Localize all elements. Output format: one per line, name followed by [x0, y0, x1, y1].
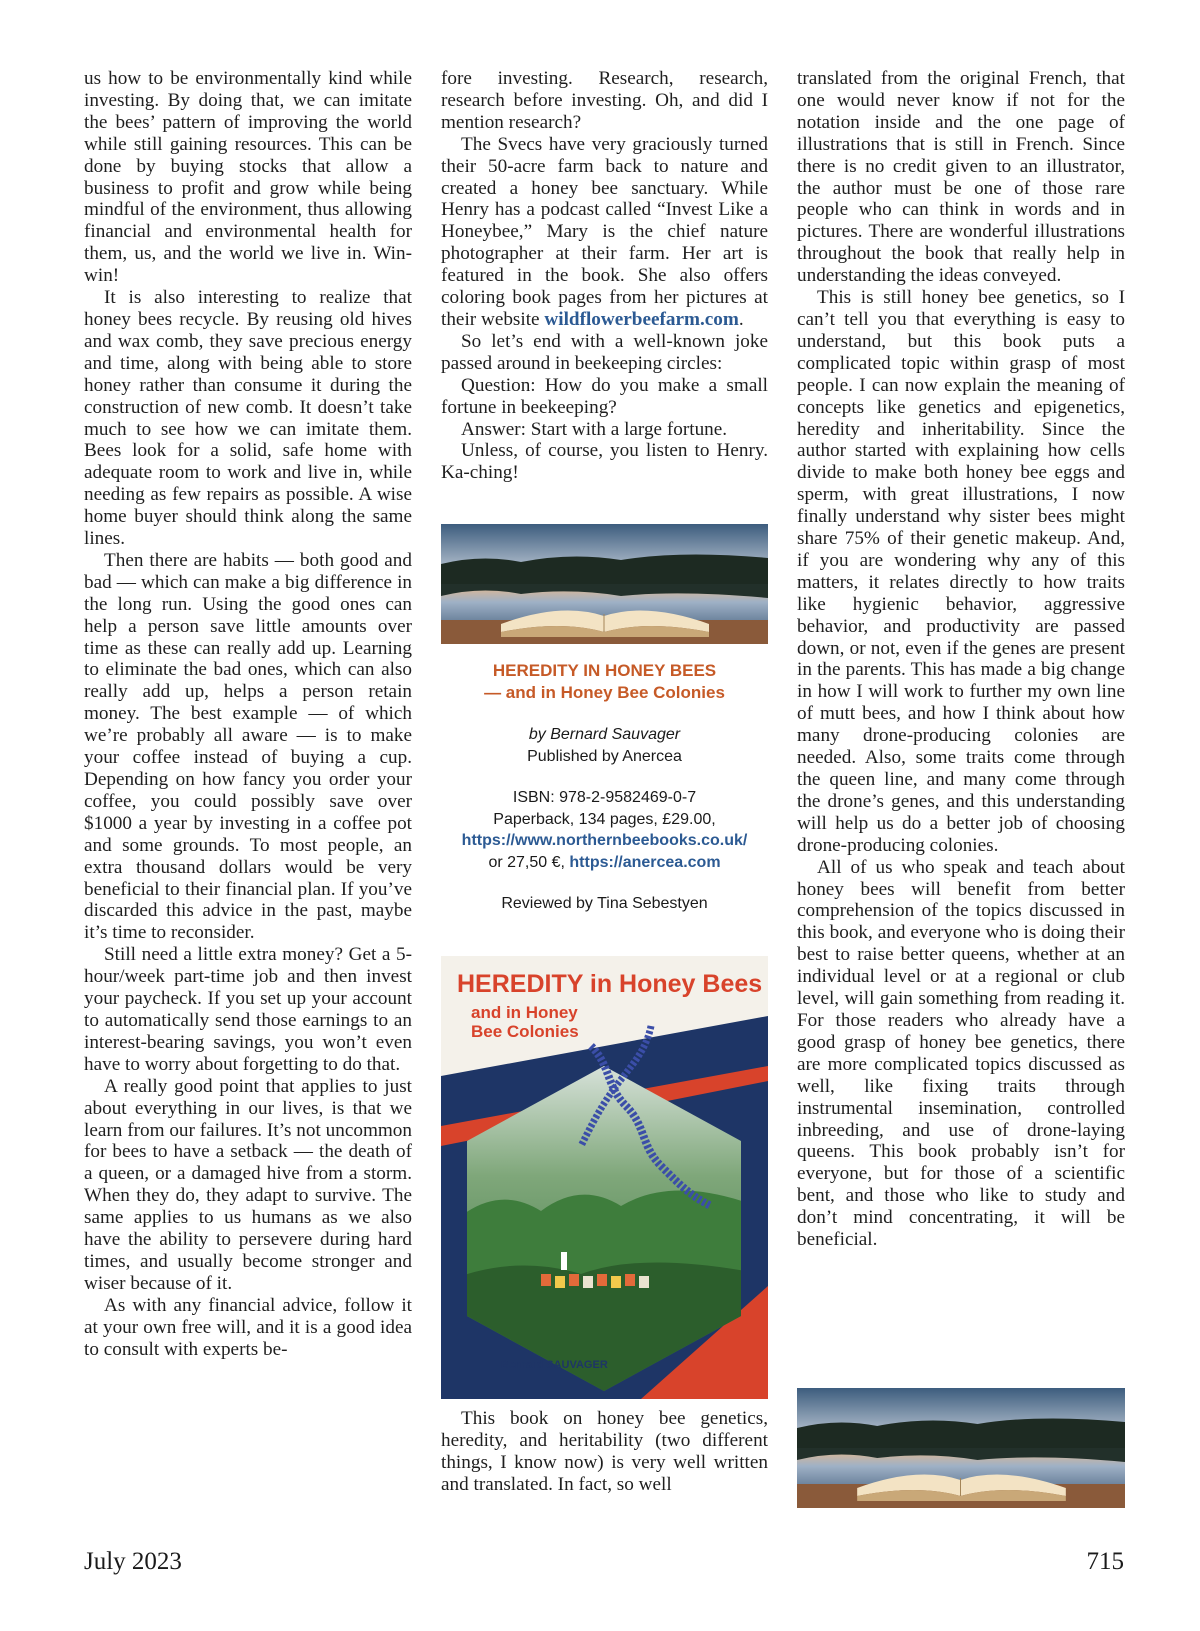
website-link[interactable]: wildflowerbeefarm.com [544, 308, 739, 330]
paragraph: It is also interesting to realize that honey bees recycle. By reusing old hives and wax comb, they save precious energy and time, along with being able to store honey rather than consume it during the construction of new comb. It doesn’t take much to see how we can imitate them. Bees look for a solid, safe home with adequate room to work and live in, while needing as few repairs as possible. A wise home buyer should think along the same lines. [84, 287, 412, 550]
paragraph: All of us who speak and teach about honey bees will benefit from better comprehension of the topics discussed in this book, and everyone who is doing their best to raise better queens, whether at an individual level or at a regional or club level, will gain something from reading it. For those readers who already have a good grasp of honey bee genetics, there are more complicated topics discussed as well, like fixing traits through instrumental insemination, controlled inbreeding, and use of drone-laying queens. This book probably isn’t for everyone, but for those of a scientific bent, and those who like to study and don’t mind concentrating, it will be beneficial. [797, 856, 1125, 1251]
northernbeebooks-link[interactable]: https://www.northernbeebooks.co.uk/ [461, 832, 748, 849]
paragraph-text: The Svecs have very graciously turned their 50-acre farm back to nature and created a honey bee sanctuary. While Henry has a podcast called “Invest Like a Honeybee,” Mary is the chief nature photographer at their farm. Her art is featured in the book. She also offers coloring book pages from her pictures at their website [441, 133, 768, 330]
review-price2: or 27,50 €, [488, 853, 570, 871]
review-isbn: ISBN: 978-2-9582469-0-7 [512, 789, 697, 806]
paragraph: This is still honey bee genetics, so I can’t tell you that everything is easy to understand, but this book puts a complicated topic within grasp of most people. I can now explain the meaning of concepts like genetics and epigenetics, heredity and inheritability. Since the author started with explaining how cells divide to make both honey bee eggs and sperm, with great illustrations, I now finally understand why sister bees might share 75% of their genetic makeup. And, if you are wondering why any of this matters, it relates directly to how traits like hygienic behavior, aggressive behavior, and productivity are passed down, or not, even if the genes are present in the parents. This has made a big change in how I will work to further my own line of mutt bees, and how I think about how many drone-producing colonies are needed. Also, some traits come through the queen line, and many come through the drone’s genes, and this understanding will help us do a better job of choosing drone-producing colonies. [797, 287, 1125, 856]
footer-date: July 2023 [84, 1548, 182, 1575]
article-column-2 [441, 68, 768, 484]
review-author: by Bernard Sauvager [528, 726, 681, 743]
paragraph: Unless, of course, you listen to Henry. Ka-ching! [441, 440, 768, 484]
paragraph: A really good point that applies to just about everything in our lives, is that we learn from our failures. It’s not uncommon for bees to have a setback — the death of a queen, or a damaged hive from a storm. When they do, they adapt to survive. The same applies to us humans as we also have the ability to persevere during hard times, and usually become stronger and wiser because of it. [84, 1075, 412, 1294]
review-format: Paperback, 134 pages, £29.00, [493, 810, 716, 828]
page-number: 715 [1086, 1548, 1124, 1575]
review-subtitle: — and in Honey Bee Colonies [484, 683, 725, 702]
article-column-1 [84, 68, 412, 1360]
review-reviewer: Reviewed by Tina Sebestyen [501, 895, 708, 912]
review-publisher: Published by Anercea [527, 747, 682, 765]
cover-subtitle-2: Bee Colonies [471, 1022, 579, 1041]
anercea-link[interactable]: https://anercea.com [569, 853, 721, 871]
paragraph: Question: How do you make a small fortune in beekeeping? [441, 374, 768, 418]
review-price-line [441, 852, 768, 874]
paragraph-text: . [738, 308, 744, 330]
paragraph: fore investing. Research, research, research before investing. Oh, and did I mention research? [441, 68, 768, 133]
paragraph: Still need a little extra money? Get a 5-hour/week part-time job and then invest your paycheck. If you set up your account to automatically send those earnings to an interest-bearing savings, you won’t even have to worry about forgetting to do that. [84, 944, 412, 1075]
paragraph: As with any financial advice, follow it at your own free will, and it is a good idea to consult with experts be- [84, 1294, 412, 1360]
open-book-photo [797, 1388, 1125, 1508]
cover-author: Bernard SAUVAGER [501, 1359, 608, 1371]
paragraph: us how to be environmentally kind while investing. By doing that, we can imitate the bees’ pattern of improving the world while still gaining resources. This can be done by buying stocks that allow a business to profit and grow while being mindful of the environment, thus allowing financial and environmental health for them, us, and the world we live in. Win-win! [84, 68, 412, 287]
paragraph [441, 134, 768, 331]
review-title: HEREDITY IN HONEY BEES [492, 661, 717, 680]
book-review-info [441, 660, 768, 915]
open-book-photo [441, 524, 768, 644]
book-cover-image [441, 956, 768, 1399]
paragraph: So let’s end with a well-known joke passed around in beekeeping circles: [441, 330, 768, 374]
cover-subtitle-1: and in Honey [471, 1003, 578, 1022]
cover-title: HEREDITY in Honey Bees [457, 970, 763, 998]
article-column-3 [797, 68, 1125, 1251]
paragraph: This book on honey bee genetics, heredity, and heritability (two different things, I know now) is very well written and translated. In fact, so well [441, 1408, 768, 1495]
paragraph: Then there are habits — both good and bad — which can make a big difference in the long run. Using the good ones can help a person save little amounts over time as these can really add up. Learning to eliminate the bad ones, which can also really add up, helps a person retain money. The best example — of which we’re probably all aware — is to make your coffee instead of buying a cup. Depending on how fancy you order your coffee, you could possibly save over $1000 a year by investing in a coffee pot and some grounds. To most people, an extra thousand dollars would be very beneficial to their financial plan. If you’ve discarded this advice in the past, maybe it’s time to reconsider. [84, 549, 412, 944]
paragraph: Answer: Start with a large fortune. [461, 418, 728, 440]
article-column-2-bottom [441, 1408, 768, 1496]
paragraph: translated from the original French, that one would never know if not for the notation inside and the one page of illustrations that is still in French. Since there is no credit given to an illustrator, the author must be one of those rare people who can think in words and in pictures. There are wonderful illustrations throughout the book that really help in understanding the ideas conveyed. [797, 68, 1125, 287]
